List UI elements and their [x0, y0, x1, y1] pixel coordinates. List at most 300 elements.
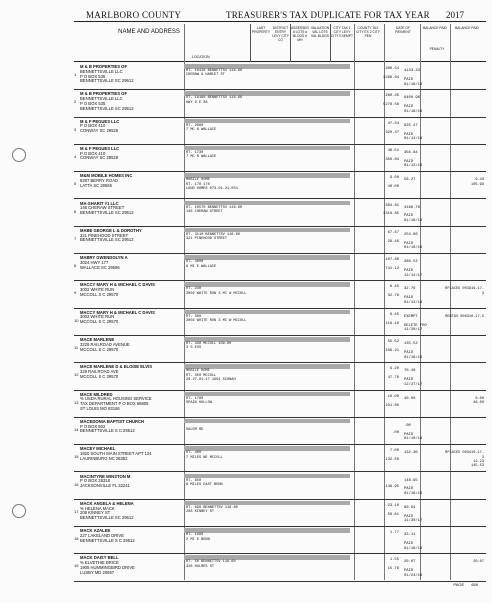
owner-name — [80, 174, 185, 188]
address-line: MCCOLL S C 29570 — [80, 346, 119, 352]
address-line: 146 CHERAW STREET — [80, 205, 125, 211]
payment-status — [404, 315, 442, 333]
address-line: BENNETTSVILLE LLC — [80, 96, 123, 102]
property-details — [186, 506, 346, 515]
detail-line: MOBILE HOME — [186, 369, 210, 374]
payment-status-line: PAID — [404, 378, 414, 383]
col-heading: DISTRICT ENTRY LEVY CITY CO — [272, 26, 289, 42]
owner-name — [80, 475, 185, 489]
tax-amounts-line: 46.51 — [387, 148, 399, 153]
tax-amounts-line: 109.21 — [385, 348, 399, 353]
tax-amounts-line: 55.52 — [387, 340, 399, 344]
record-band — [184, 474, 350, 479]
detail-line: 8 MILES EAST BENN — [186, 482, 223, 487]
address-line: 208 KINNEY ST — [80, 510, 111, 516]
owner-name-text: MACINTYRE WINSTON M — [80, 473, 131, 479]
column-header — [74, 24, 486, 62]
address-line: LUSBY MD 20657 — [80, 569, 115, 575]
payment-status-line: 01/10/18 — [404, 437, 423, 442]
address-line: 321 PINEHOOD STREET — [80, 232, 129, 238]
payment-status-line: 56.27 — [404, 178, 416, 183]
detail-line: RT- 16160 BENNETTSV 116.60 — [186, 96, 243, 101]
tax-amounts-line — [359, 540, 399, 544]
owner-name-text: MACE MARLENE — [80, 337, 115, 342]
detail-line: RT- 10570 BENNETTSV 116.60 — [186, 205, 243, 210]
tax-amounts — [359, 313, 399, 327]
row-number: 18 — [74, 536, 79, 542]
payment-status — [404, 451, 442, 469]
tax-amounts-line: 356.84 — [385, 157, 399, 162]
payment-status-line: PAID — [404, 487, 414, 492]
owner-name-text: MABE GEORGE L & DOROTHY — [80, 227, 142, 233]
tax-amounts-line: 9.20 — [389, 367, 399, 372]
detail-line: HWY 9 E 38 — [186, 100, 208, 105]
balance-notes-line: 6.00 — [475, 396, 484, 401]
row-number: 11 — [74, 345, 79, 350]
owner-name — [80, 420, 185, 434]
address-line: P O BOX 28318 — [80, 478, 110, 484]
detail-line: RT- 240 — [186, 287, 202, 292]
name-address-heading: NAME AND ADDRESS — [118, 29, 180, 35]
ledger-row — [74, 227, 486, 254]
row-number: 1 — [74, 72, 77, 77]
detail-line: RT- 1780 — [186, 396, 204, 401]
ledger-row — [74, 309, 486, 336]
tax-amounts-line: 7.00 — [389, 449, 399, 454]
tax-year: 2017 — [446, 10, 464, 20]
tax-amounts-line: 3318.85 — [383, 212, 399, 217]
owner-name-text: MACE MILDRED — [80, 391, 113, 397]
property-details — [186, 206, 346, 215]
tax-amounts-line: 47.70 — [387, 376, 399, 381]
tax-amounts — [359, 422, 399, 435]
tax-amounts — [359, 285, 399, 299]
tax-amounts — [359, 176, 399, 190]
detail-line: RT- 10410 BENNETTSV 116.60 — [186, 69, 243, 73]
payment-status-line: 11/30/17 — [404, 328, 423, 333]
tax-amounts — [359, 149, 399, 163]
tax-amounts-line: 119.10 — [385, 321, 399, 326]
payment-status-line: PAID — [404, 241, 414, 246]
tax-amounts — [359, 258, 399, 272]
penalty-heading: PENALTY — [429, 47, 445, 51]
address-line: % HELENA MACK — [80, 505, 115, 511]
ledger-row — [74, 363, 486, 390]
payment-status-line: 148.95 — [404, 478, 418, 483]
payment-status — [404, 178, 442, 191]
row-number: 4 — [74, 153, 77, 159]
page-footer — [447, 582, 478, 587]
record-band — [184, 555, 350, 560]
payment-status — [404, 124, 442, 142]
payment-status-line: PAID — [404, 77, 414, 82]
property-details — [186, 451, 346, 460]
detail-line: RT- 4000 — [186, 260, 204, 265]
col-heading: ASSESSED # LOTS # BLDGS # MH — [291, 26, 309, 42]
balance-notes-line: 46.00 — [473, 401, 484, 405]
owner-name-text: MACEDONIA BAPTIST CHURCH — [80, 418, 145, 424]
owner-name — [80, 447, 185, 461]
property-details — [186, 315, 346, 324]
record-band — [184, 64, 350, 69]
payment-status-line: 254.86 — [404, 232, 418, 237]
payment-status-line: 40.00 — [404, 396, 416, 401]
tax-amounts-line: 149.95 — [385, 485, 399, 490]
detail-line: CHERAW & HAMLET ST — [186, 73, 225, 78]
address-line: P O BOX 410 — [80, 150, 106, 156]
payment-status-line: PAID — [404, 432, 414, 437]
payment-status-line: 356.84 — [404, 150, 418, 155]
payment-status — [404, 369, 442, 387]
tax-amounts — [359, 449, 399, 463]
owner-name — [80, 556, 185, 575]
address-line: P O BOX 602 — [80, 423, 106, 429]
owner-name-text: MACEY MICHAEL — [80, 446, 116, 452]
tax-amounts-line: 231.80 — [385, 403, 399, 408]
ledger-header — [74, 10, 486, 22]
col-heading: VALUATION VAL LOTS VAL BLDGS — [310, 26, 330, 38]
property-details — [186, 479, 346, 488]
row-number: 16 — [74, 481, 79, 487]
record-band — [184, 446, 350, 451]
balance-notes-line: RFLACED 003410-17-3 — [445, 451, 484, 460]
col-heading: DATE OF PAYMENT — [395, 26, 411, 34]
detail-line: SPAIN HOLLOW — [186, 401, 212, 405]
payment-status-line: 01/16/18 — [404, 82, 423, 87]
tax-amounts-line: 47.34 — [387, 121, 399, 126]
ledger-title: TREASURER'S TAX DUPLICATE FOR TAX YEAR — [226, 10, 430, 20]
payment-status — [404, 206, 442, 224]
detail-line: RT- 170 170 — [186, 182, 210, 187]
punch-hole — [12, 148, 26, 162]
page-number: 659 — [471, 582, 478, 587]
payment-status-line: 70.40 — [404, 369, 416, 374]
payment-status — [404, 560, 442, 578]
tax-amounts — [359, 340, 399, 354]
address-line: P O BOX 535 — [80, 73, 106, 79]
detail-line: RT- 1960 — [186, 533, 204, 538]
ledger-row — [74, 554, 486, 581]
address-line: MCCOLL S C 29570 — [80, 373, 119, 379]
address-line: BENNETTSVILLE SC 29512 — [80, 515, 134, 521]
property-details — [186, 424, 346, 433]
payment-status-line: PAID — [404, 542, 414, 547]
payment-status-line: 90.84 — [404, 505, 416, 510]
row-number: 14 — [74, 426, 79, 432]
row-number: 7 — [74, 235, 77, 241]
page-label: PAGE — [453, 582, 465, 587]
detail-line: SALEM RD — [186, 428, 204, 433]
balance-notes-line: 20.07 — [473, 560, 484, 565]
property-details — [186, 233, 346, 242]
payment-status — [404, 69, 442, 87]
owner-name-text: MACCY MARY H & MICHAEL C DAVIS — [80, 282, 155, 288]
property-details — [186, 342, 346, 351]
address-line: 1905 HUMMINGBIRD DRIVE — [80, 564, 135, 570]
balance-notes-line: 145.53 — [471, 464, 484, 469]
payment-status-line: DELETE FRO — [404, 323, 427, 328]
tax-amounts-line: 107.80 — [385, 258, 399, 263]
payment-status-line: 925.47 — [404, 123, 418, 128]
tax-amounts — [359, 231, 399, 245]
address-line: 329 RAILROAD AVE — [80, 369, 119, 375]
owner-name-text: MACK DAISY BELL — [80, 555, 119, 561]
address-line: BENNETTSVILLE SC 29512 — [80, 78, 134, 84]
record-band — [184, 228, 350, 233]
tax-amounts — [359, 67, 399, 81]
col-heading: BALANCE PAID — [423, 26, 447, 30]
payment-status — [404, 533, 442, 551]
col-heading: COUNTY TAX CITY EX 2 CITY PEN — [356, 26, 380, 38]
address-line: BENNETTSVILLE LLC — [80, 68, 123, 74]
owner-name-text: MACE MARLENE D & ELOISE ELVIS — [80, 364, 153, 370]
payment-status — [404, 397, 442, 415]
row-number: 10 — [74, 317, 79, 323]
payment-status-line: PAID — [404, 105, 414, 110]
record-band — [184, 419, 350, 424]
tax-amounts-line: 23.10 — [387, 503, 399, 508]
tax-amounts-line: 741.12 — [385, 267, 399, 272]
payment-status-line: 01/24/18 — [404, 573, 423, 578]
address-line: BENNETTSVILLE S C 29512 — [80, 537, 135, 543]
payment-status-line: 01/16/18 — [404, 246, 423, 251]
owner-name — [80, 283, 185, 297]
tax-amounts-line: 15.76 — [387, 567, 399, 572]
payment-status-line — [404, 465, 442, 469]
tax-amounts-line: 40.00 — [387, 185, 399, 190]
tax-amounts — [359, 477, 399, 490]
property-details — [186, 369, 346, 382]
tax-amounts — [359, 122, 399, 136]
tax-amounts-line: 6.45 — [389, 312, 399, 317]
ledger-row — [74, 281, 486, 308]
detail-line: 326 HOLMES ST — [186, 564, 215, 569]
property-details — [186, 151, 346, 160]
location-heading: LOCATION — [192, 55, 210, 59]
balance-notes — [444, 451, 484, 469]
owner-name — [80, 311, 185, 325]
balance-notes — [444, 560, 484, 573]
payment-status-line: 12/27/17 — [404, 382, 423, 387]
tax-amounts — [359, 504, 399, 518]
detail-line: 3 S ESS — [186, 346, 202, 351]
payment-status — [404, 479, 442, 497]
address-line: 227 LAKELAND DRIVE — [80, 532, 124, 538]
owner-name — [80, 529, 185, 543]
balance-notes — [444, 287, 484, 296]
property-details — [186, 124, 346, 133]
payment-status-line: PAID — [404, 214, 414, 219]
tax-amounts-line: .00 — [392, 430, 399, 435]
address-line: 3002 WHITE RUN — [80, 314, 115, 320]
payment-status-line: 01/16/18 — [404, 355, 423, 360]
owner-name — [80, 147, 185, 161]
ledger-row — [74, 473, 486, 500]
property-details — [186, 260, 346, 269]
owner-name — [80, 338, 185, 352]
payment-status-line — [404, 187, 442, 191]
owner-name-text: M & F PEGUES LLC — [80, 145, 120, 151]
balance-notes — [444, 178, 484, 187]
detail-line: 2 MI E BENN — [186, 537, 210, 542]
row-number: 12 — [74, 372, 79, 378]
tax-amounts-line: 67.47 — [387, 230, 399, 235]
payment-status-line: 132.30 — [404, 451, 418, 456]
owner-name — [80, 65, 185, 84]
row-number: 3 — [74, 126, 77, 132]
address-line: TAX DEPARTMENT P O BOX 66805 — [80, 401, 149, 407]
tax-amounts-line: 286.54 — [385, 67, 399, 71]
address-line: 3024 HWY 177 — [80, 259, 109, 265]
owner-name — [80, 120, 185, 134]
address-line: % USDA RURAL HOUSING SERVICE — [80, 396, 152, 402]
address-line: LATTA SC 29565 — [80, 182, 112, 188]
detail-line: RT- 380 — [186, 314, 202, 319]
detail-line: 7 MC N WALLACE — [186, 155, 217, 160]
owner-name-text: M & B PROPERTIES OF — [80, 91, 127, 97]
record-band — [184, 501, 350, 506]
balance-notes-line: RFLACED 003919-17-3 — [445, 287, 484, 296]
col-heading: CITY TAX 1 CITY LEVY CITY EXEMPT — [331, 26, 353, 38]
owner-name-text: MACCY MARY H & MICHAEL C DAVIS — [80, 309, 155, 315]
row-number: 17 — [74, 508, 79, 514]
owner-name-text: MACK ANGELA & HELENA — [80, 500, 134, 506]
row-number: 2 — [74, 99, 77, 105]
owner-name-text: MABRY GWENDOLYN A — [80, 255, 128, 261]
owner-name-text: MA-SHARIT #1 LLC — [80, 200, 119, 206]
ledger-row — [74, 527, 486, 554]
owner-name — [80, 256, 185, 270]
payment-status-line: 386.52 — [404, 260, 418, 265]
row-number: 9 — [74, 290, 77, 296]
payment-status-line: 4133.43 — [404, 69, 420, 73]
payment-status — [404, 260, 442, 278]
property-details — [186, 178, 346, 191]
address-line: 3002 WHITE RUN — [80, 287, 115, 293]
payment-status-line: 6400.96 — [404, 96, 420, 101]
owner-name-text: M & B PROPERTIES OF — [80, 64, 127, 69]
balance-notes — [444, 397, 484, 406]
record-band — [184, 364, 350, 369]
detail-line: 208 KINNEY ST — [186, 510, 215, 515]
payment-status-line: 01/16/18 — [404, 219, 423, 224]
tax-amounts-line: 58.81 — [387, 512, 399, 517]
owner-name-text: M&M MOBILE HOMES INC — [80, 173, 133, 179]
payment-status-line: 4186.76 — [404, 205, 420, 210]
detail-line: LAND HOMES 073-01-21-054 — [186, 187, 238, 191]
detail-line: RT- 50 BENNETTSV 116.60 — [186, 560, 236, 565]
address-line: % ELVETHIE BRICE — [80, 560, 119, 566]
ledger-row — [74, 172, 486, 199]
row-number: 15 — [74, 454, 79, 460]
address-line: ST LOUIS MO 63166 — [80, 405, 120, 411]
ledger-row — [74, 90, 486, 117]
property-details — [186, 560, 346, 569]
ledger-row — [74, 418, 486, 445]
payment-status-line: 20.07 — [404, 560, 416, 565]
record-band — [184, 310, 350, 315]
property-details — [186, 533, 346, 542]
detail-line: 3002 WHITE RUN 3 MI W MCCOLL — [186, 319, 247, 324]
owner-name-text: MACK AZALEE — [80, 528, 111, 534]
tax-amounts-line: 10.00 — [387, 394, 399, 399]
balance-notes-line: 12.23 — [473, 460, 484, 464]
address-line: WALLACE SC 29596 — [80, 264, 120, 270]
owner-name — [80, 393, 185, 412]
payment-status — [404, 342, 442, 360]
address-line: BENNETTSVILLE SC 29512 — [80, 105, 134, 111]
payment-status — [404, 96, 442, 114]
detail-line: 3002 WHITE RUN 3 MI W MCCOLL — [186, 291, 247, 296]
tax-amounts-line: 132.50 — [385, 458, 399, 463]
payment-status — [404, 424, 442, 442]
payment-status-line: 32.76 — [404, 287, 416, 292]
detail-line: 321 PINEHOOD STREET — [186, 237, 227, 242]
tax-amounts-line: 1.77 — [389, 531, 399, 536]
payment-status-line: PAID — [404, 159, 414, 164]
tax-amounts — [359, 94, 399, 108]
balance-notes-line: REBTAX 006310-17-5 — [445, 314, 484, 319]
tax-amounts-line: 280.45 — [385, 94, 399, 99]
payment-status-line: EXEMPT — [404, 314, 418, 319]
punch-hole — [12, 504, 26, 518]
payment-status-line: 135.52 — [404, 342, 418, 346]
payment-status — [404, 151, 442, 169]
detail-line: MOBILE HOME — [186, 178, 210, 183]
owner-name — [80, 92, 185, 111]
payment-status-line: .00 — [404, 423, 411, 428]
payment-status-line: 11/30/17 — [404, 519, 423, 524]
address-line: 1820 SOUTH MAIN STREET APT 124 — [80, 450, 152, 456]
balance-notes-line: 9.43 — [475, 178, 484, 183]
payment-status-line: 01/12/18 — [404, 137, 423, 142]
tax-amounts — [359, 204, 399, 218]
record-band — [184, 337, 350, 342]
row-number: 19 — [74, 563, 79, 569]
tax-amounts-line: 1.55 — [389, 558, 399, 563]
address-line: 3228 RAILROAD AVENUE — [80, 341, 130, 347]
balance-notes — [444, 315, 484, 319]
payment-status-line: PAID — [404, 569, 414, 574]
address-line: P O BOX 410 — [80, 123, 106, 129]
tax-amounts-line: 5276.58 — [383, 103, 399, 108]
payment-status-line: PAID — [404, 350, 414, 355]
tax-amounts-line: 9.00 — [389, 176, 399, 181]
owner-name — [80, 365, 185, 379]
record-band — [184, 255, 350, 260]
address-line: LAURINBURG NC 28352 — [80, 455, 128, 461]
payment-status-line — [404, 410, 442, 414]
payment-status-line: 01/16/18 — [404, 492, 423, 497]
payment-status-line: 33.11 — [404, 533, 416, 538]
payment-status-line: 01/16/18 — [404, 109, 423, 114]
detail-line: 7 MILES NE MCCOLL — [186, 455, 223, 460]
ledger-row — [74, 118, 486, 145]
tax-amounts-line: 29.46 — [387, 239, 399, 244]
address-line: CONWAY SC 29528 — [80, 128, 119, 134]
tax-amounts-line: 6.45 — [389, 285, 399, 290]
record-band — [184, 146, 350, 151]
payment-status-line: 01/16/18 — [404, 546, 423, 551]
col-heading: LAST PROPERTY — [252, 26, 271, 34]
record-band — [184, 173, 350, 178]
address-line: BENNETTSVILLE SC 29512 — [80, 237, 134, 243]
payment-status — [404, 233, 442, 251]
tax-amounts-line: 384.81 — [385, 203, 399, 208]
record-band — [184, 528, 350, 533]
address-line: BENNETTSVILLE SC 29512 — [80, 210, 134, 216]
tax-amounts — [359, 367, 399, 381]
